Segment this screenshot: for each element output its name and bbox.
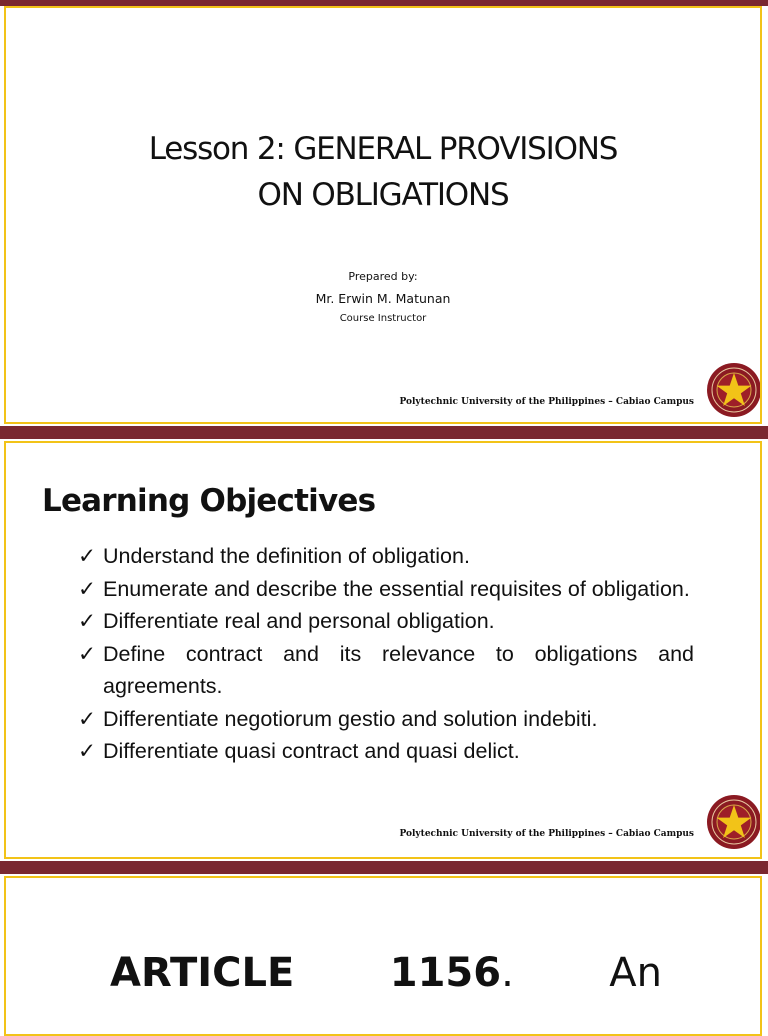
university-footer: Polytechnic University of the Philippines – Cabiao Campus [399,829,694,839]
objective-item: ✓ Define contract and its relevance to obligations and agreements. [78,638,694,703]
slide-objectives [4,441,762,859]
article-heading [110,950,662,996]
slide-article [4,876,762,1036]
check-icon: ✓ [78,544,97,568]
objective-item: ✓ Differentiate negotiorum gestio and solution indebiti. [78,703,694,736]
university-seal-icon [706,794,762,850]
check-icon: ✓ [78,706,97,731]
check-icon: ✓ [78,641,97,666]
objective-item: ✓ Differentiate real and personal obligation. [78,605,694,638]
lesson-title-line1: Lesson 2: GENERAL PROVISIONS [148,131,618,167]
article-number: 1156 [389,950,502,996]
article-next-word: An [609,950,662,996]
lesson-title [6,126,760,218]
university-seal-icon [706,362,762,418]
article-label: ARTICLE [110,950,295,996]
objectives-list [78,540,694,768]
slide-title [4,6,762,424]
objective-item: ✓ Enumerate and describe the essential requisites of obligation. [78,573,694,606]
separator-band-1 [0,426,768,439]
check-icon: ✓ [78,609,97,633]
author-role: Course Instructor [339,313,427,324]
prepared-by-label: Prepared by: [348,270,418,283]
objective-item: ✓ Understand the definition of obligation. [78,540,694,573]
article-number-wrap [390,950,514,996]
article-period: . [501,950,514,996]
objective-item: ✓ Differentiate quasi contract and quasi delict. [78,735,694,768]
objectives-heading: Learning Objectives [42,483,376,519]
separator-band-2 [0,861,768,874]
author-name: Mr. Erwin M. Matunan [315,291,451,306]
check-icon: ✓ [78,739,97,763]
lesson-title-line2: ON OBLIGATIONS [257,177,509,213]
check-icon: ✓ [78,576,97,601]
university-footer: Polytechnic University of the Philippines – Cabiao Campus [399,397,694,407]
